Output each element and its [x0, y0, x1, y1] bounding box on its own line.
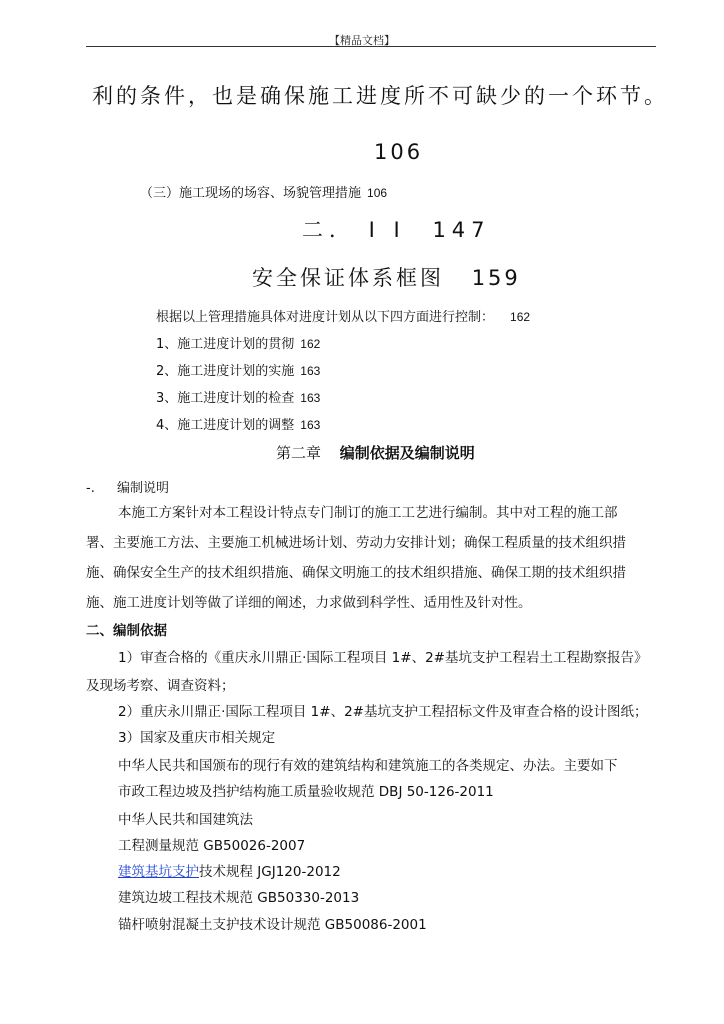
toc-sub-item[interactable]	[156, 360, 320, 379]
toc-entry-page: 162	[300, 337, 321, 351]
section-marker: -.	[86, 481, 95, 496]
toc-entry-label: 二． I I	[302, 218, 406, 242]
regulation-line: 锚杆喷射混凝土支护技术设计规范 GB50086-2001	[118, 917, 427, 933]
toc-entry-page: 163	[300, 364, 321, 378]
page-header-label: 【精品文档】	[329, 34, 395, 47]
toc-page-number: 106	[374, 140, 424, 164]
toc-entry-label: 4、施工进度计划的调整	[156, 418, 295, 433]
toc-entry-page: 106	[367, 186, 388, 200]
basis-item-1: 1）审查合格的《重庆永川鼎正·国际工程项目 1#、2#基坑支护工程岩土工程勘察报告》	[118, 650, 648, 666]
toc-entry-label: 1、施工进度计划的贯彻	[156, 337, 295, 352]
toc-entry-section-2[interactable]	[302, 214, 491, 244]
paragraph-line: 施、施工进度计划等做了详细的阐述，力求做到科学性、适用性及针对性。	[86, 595, 532, 611]
paragraph-line: 施、确保安全生产的技术组织措施、确保文明施工的技术组织措施、确保工期的技术组织措	[86, 565, 626, 581]
toc-continuation-line: 利的条件，也是确保施工进度所不可缺少的一个环节。	[92, 84, 668, 108]
toc-entry-control[interactable]	[156, 306, 530, 325]
section-title: 编制说明	[116, 481, 169, 496]
toc-entry-page: 163	[300, 418, 321, 432]
toc-sub-item[interactable]	[156, 387, 320, 406]
regulation-line: 工程测量规范 GB50026-2007	[118, 838, 306, 854]
regulation-line: 中华人民共和国建筑法	[118, 812, 253, 828]
basis-item-1-continued: 及现场考察、调查资料；	[86, 678, 235, 694]
section-heading	[86, 477, 169, 496]
toc-entry-page: 162	[510, 310, 531, 324]
basis-item-3: 3）国家及重庆市相关规定	[118, 730, 276, 746]
regulation-text: 技术规程 JGJ120-2012	[199, 864, 341, 880]
regulation-line: 中华人民共和国颁布的现行有效的建筑结构和建筑施工的各类规定、办法。主要如下	[118, 758, 618, 774]
toc-entry-label: 根据以上管理措施具体对进度计划从以下四方面进行控制：	[156, 310, 495, 325]
toc-entry-label: 2、施工进度计划的实施	[156, 364, 295, 379]
chapter-title: 编制依据及编制说明	[339, 444, 475, 462]
toc-sub-item[interactable]	[156, 333, 320, 352]
toc-entry-site-management[interactable]	[140, 182, 387, 201]
regulation-line: 建筑边坡工程技术规范 GB50330-2013	[118, 890, 360, 906]
section-2-heading: 二、编制依据	[86, 623, 167, 639]
regulation-line: 市政工程边坡及挡护结构施工质量验收规范 DBJ 50-126-2011	[118, 784, 494, 800]
paragraph-line: 署、主要施工方法、主要施工机械进场计划、劳动力安排计划；确保工程质量的技术组织措	[86, 535, 626, 551]
basis-item-2: 2）重庆永川鼎正·国际工程项目 1#、2#基坑支护工程招标文件及审查合格的设计图纸；	[118, 704, 648, 720]
header-divider	[86, 46, 656, 47]
chapter-heading	[276, 442, 475, 463]
toc-sub-item[interactable]	[156, 414, 320, 433]
toc-entry-label: 3、施工进度计划的检查	[156, 391, 295, 406]
toc-entry-page: 163	[300, 391, 321, 405]
toc-entry-safety-diagram[interactable]	[252, 262, 521, 292]
regulation-link[interactable]: 建筑基坑支护	[118, 864, 199, 880]
paragraph-line: 本施工方案针对本工程设计特点专门制订的施工工艺进行编制。其中对工程的施工部	[118, 505, 618, 521]
chapter-prefix: 第二章	[276, 444, 322, 462]
toc-entry-label: 安全保证体系框图	[252, 266, 444, 290]
toc-entry-label: （三）施工现场的场容、场貌管理措施	[140, 186, 362, 201]
toc-entry-page: 159	[471, 266, 521, 290]
toc-entry-page: 147	[432, 218, 491, 242]
